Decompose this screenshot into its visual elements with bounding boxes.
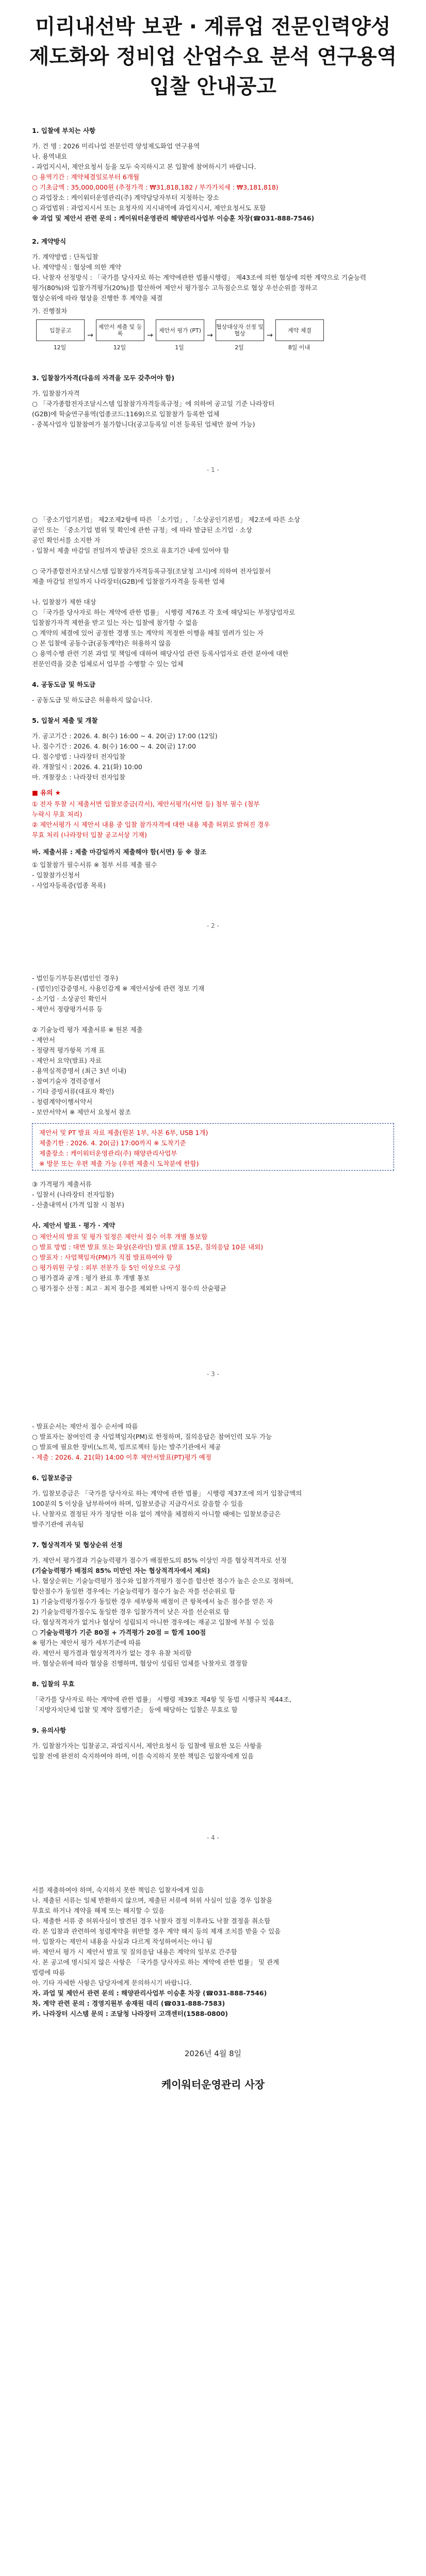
- notice-line: ※ 방문 또는 우편 제출 가능 (우편 제출시 도착분에 한함): [39, 1160, 199, 1167]
- section-7-heading: 7. 협상적격자 및 협상순위 선정: [32, 1541, 123, 1549]
- notice-line: 제안서 및 PT 발표 자료 제출(원본 1부, 사본 6부, USB 1개): [39, 1129, 208, 1137]
- s3b-item: 공인 확인서를 소지한 자: [32, 536, 101, 544]
- arrow-right-icon: →: [87, 331, 93, 340]
- s3-item: (G2B)에 학술연구용역(업종코드:1169)으로 입찰참가 등록한 업체: [32, 410, 220, 418]
- flow-box: 제안서 제출 및 등록: [96, 319, 144, 341]
- arrow-right-icon: →: [147, 331, 153, 340]
- s5c-item: - 용역실적증명서 (최근 3년 이내): [32, 1067, 127, 1075]
- notice-line: 제출기한 : 2026. 4. 20(금) 17:00까지 ※ 도착기준: [39, 1139, 186, 1147]
- submit-item: - 사업자등록증(업종 목록): [32, 882, 106, 889]
- s10-item: 서를 제출하여야 하며, 숙지하지 못한 책임은 입찰자에게 있음: [32, 1886, 204, 1894]
- eval-item: ○ 발표자 : 사업책임자(PM)가 직접 발표하여야 함: [32, 1253, 173, 1261]
- issuer-name: 케이워터운영관리 사장: [161, 2078, 265, 2091]
- s10-item: 마. 입찰자는 제안서 내용을 사실과 다르게 작성하여서는 아니 됨: [32, 1938, 212, 1945]
- page-number: - 1 -: [207, 466, 219, 473]
- s5d-item: - 제출 : 2026. 4. 21(화) 14:00 이후 제안서발표(PT)평가 예정: [32, 1453, 211, 1461]
- section-5-heading: 5. 입찰서 제출 및 개찰: [32, 717, 98, 724]
- s7-item: 합산점수가 동일한 경우에는 기술능력평가 점수가 높은 자를 선순위로 함: [32, 1587, 236, 1595]
- s5c-item: - 청렴계약이행서약서: [32, 1098, 93, 1106]
- s9-item: 가. 입찰참가자는 입찰공고, 과업지시서, 제안요청서 등 입찰에 필요한 모든 사항을: [32, 1742, 263, 1750]
- flow-caption: 12일: [53, 344, 67, 351]
- s5c-item: - 제안서 요약(발표) 자료: [32, 1057, 102, 1064]
- s10-item: 카. 나라장터 시스템 문의 : 조달청 나라장터 고객센터(1588-0800): [32, 2010, 228, 2018]
- section-6-heading: 6. 입찰보증금: [32, 1474, 73, 1482]
- s10-item: 자. 과업 및 제안서 관련 문의 : 해양관리사업부 이승훈 차장 (☎031-888-7546): [32, 1989, 267, 1997]
- s5d-item: ○ 발표에 필요한 장비(노트북, 빔프로젝터 등)는 발주기관에서 제공: [32, 1443, 221, 1451]
- notice-head: ③ 가격평가 제출서류: [32, 1180, 92, 1188]
- s5c-item: - 제안서: [32, 1036, 55, 1044]
- s10-item: 법령에 따름: [32, 1969, 65, 1976]
- s1-item: ※ 과업 및 제안서 관련 문의 : 케이워터운영관리 해양관리사업부 이승훈 차장(☎031-888-7546): [32, 214, 315, 222]
- s4-item: - 공동도급 및 하도급은 허용하지 않습니다.: [32, 696, 153, 704]
- s7-item: 1) 기술능력평가점수가 동일한 경우 세부항목 배점이 큰 항목에서 높은 점수를 얻은 자: [32, 1598, 273, 1605]
- eval-item: ○ 평가위원 구성 : 외부 전문가 등 5인 이상으로 구성: [32, 1264, 181, 1272]
- flow-step: [96, 319, 144, 351]
- s8-item: 「국가를 당사자로 하는 계약에 관한 법률」 시행령 제39조 제4항 및 동법 시행규칙 제44조,: [32, 1696, 291, 1703]
- s3b-item: 제출 마감일 전일까지 나라장터(G2B)에 입찰참가자격을 등록한 업체: [32, 578, 225, 585]
- section-1-heading: 1. 입찰에 부치는 사항: [32, 127, 96, 134]
- flow-box: 계약 체결: [275, 319, 324, 341]
- flow-caption: 12일: [113, 344, 126, 351]
- submit-head: 바. 제출서류 : 제출 마감일까지 제출해야 함(서면) 등 ※ 참조: [32, 848, 207, 856]
- s10-item: 차. 계약 관련 문의 : 경영지원부 송재원 대리 (☎031-888-7583): [32, 1999, 225, 2007]
- s5c-item: - 법인등기부등본(법인인 경우): [32, 974, 119, 982]
- caution-item: 무효 처리 (나라장터 입찰 공고서상 기재): [32, 831, 147, 839]
- s3b-item: 나. 입찰참가 제한 대상: [32, 598, 96, 606]
- eval-item: ○ 제안서의 발표 및 평가 일정은 제안서 접수 이후 개별 통보함: [32, 1233, 208, 1241]
- s5c-item: - 소기업 · 소상공인 확인서: [32, 995, 107, 1003]
- document-header: [0, 10, 426, 103]
- arrow-right-icon: →: [207, 331, 213, 340]
- s1-item: 가. 건 명 : 2026 미리나업 전문인력 양성제도화업 연구용역: [32, 142, 200, 150]
- eval-item: ○ 평가점수 산정 : 최고 · 최저 점수를 제외한 나머지 점수의 산술평균: [32, 1284, 226, 1292]
- s7-item: ○ 기술능력평가 기준 80점 + 가격평가 20점 = 합계 100점: [32, 1629, 206, 1636]
- s10-item: 아. 기타 자세한 사항은 담당자에게 문의하시기 바랍니다.: [32, 1979, 192, 1987]
- page-number: - 3 -: [207, 1370, 219, 1378]
- s5c-item: ② 기술능력 평가 제출서류 ※ 원본 제출: [32, 1026, 143, 1033]
- s5-item: 라. 개찰일시 : 2026. 4. 21(화) 10:00: [32, 763, 142, 771]
- title-line-2: 제도화와 정비업 산업수요 분석 연구용역: [29, 45, 397, 69]
- notice-item: - 산출내역서 (가격 입찰 시 첨부): [32, 1201, 125, 1209]
- s3b-item: ○ 「중소기업기본법」 제2조제2항에 따른 「소기업」, 「소상공인기본법」 제2조에 따른 소상: [32, 516, 300, 523]
- flow-label: 가. 진행절차: [32, 307, 68, 315]
- s10-item: 나. 제출된 서류는 일체 반환하지 않으며, 제출된 서류에 허위 사실이 있을 경우 입찰을: [32, 1896, 273, 1904]
- s7-item: 가. 제안서 평가결과 기술능력평가 점수가 배점한도의 85% 이상인 자를 협상적격자로 선정: [32, 1556, 287, 1564]
- s3b-item: 입찰참가자격 제한을 받고 있는 자는 입찰에 참가할 수 없음: [32, 619, 198, 626]
- s1-item: ○ 과업범위 : 과업지시서 또는 요청자의 지시내역에 과업지시서, 제안요청서도 포함: [32, 204, 266, 212]
- arrow-right-icon: →: [267, 331, 273, 340]
- flow-box: 협상대상자 선정 및 협상: [216, 319, 264, 341]
- s3b-item: 전문인력을 갖춘 업체로서 업무를 수행할 수 있는 업체: [32, 660, 184, 668]
- s2-item: 평가(80%)와 입찰가격평가(20%)를 합산하여 제안서 평가점수 고득점순으로 협상 우선순위를 정하고: [32, 284, 318, 292]
- process-flow: [36, 319, 324, 351]
- s1-item: ○ 과업장소 : 케이워터운영관리(주) 계약담당자부터 지정하는 장소: [32, 194, 219, 201]
- s5d-item: ○ 발표자는 참여인력 중 사업책임자(PM)로 한정하며, 질의응답은 참여인력 모두 가능: [32, 1433, 272, 1440]
- s10-item: 다. 제출한 서류 중 허위사실이 발견된 경우 낙찰자 결정 이후라도 낙찰 결정을 취소함: [32, 1917, 271, 1925]
- section-4-heading: 4. 공동도급 및 하도급: [32, 681, 96, 688]
- page-number: - 2 -: [207, 922, 219, 929]
- notice-line: 제출장소 : 케이워터운영관리(주) 해양관리사업부: [39, 1149, 177, 1157]
- s1-item: ○ 기초금액 : 35,000,000원 (추정가격 : ₩31,818,182 / 부가가치세 : ₩3,181,818): [32, 183, 278, 191]
- s6-item: 나. 낙찰자로 결정된 자가 정당한 이유 없이 계약을 체결하지 아니할 때에는 입찰보증금은: [32, 1510, 281, 1518]
- s6-item: 발주기관에 귀속됨: [32, 1520, 84, 1528]
- s5c-item: - 정량적 평가항목 기재 표: [32, 1046, 105, 1054]
- flow-step: [36, 319, 85, 351]
- section-8-heading: 8. 입찰의 무효: [32, 1680, 75, 1688]
- caution-item: ② 제안서평가 시 제안서 내용 중 입찰 참가자격에 대한 내용 제출 허위로 밝혀진 경우: [32, 821, 270, 828]
- s10-item: 바. 제안서 평가 시 제안서 발표 및 질의응답 내용은 계약의 일부로 간주함: [32, 1948, 237, 1956]
- s7-item: 라. 제안서 평가결과 협상적격자가 없는 경우 유찰 처리함: [32, 1649, 192, 1657]
- s8-item: 「지방자치단체 입찰 및 계약 집행기준」 등에 해당하는 입찰은 무효로 함: [32, 1706, 238, 1714]
- s7-item: (기술능력평가 배점의 85% 미만인 자는 협상적격자에서 제외): [32, 1567, 210, 1574]
- s3b-item: ○ 용역수행 관련 기본 과업 및 책임에 대하여 해당사업 관련 등록사업자로 관련 분야에 대한: [32, 650, 289, 657]
- s5c-item: - 제안서 정량평가서류 등: [32, 1005, 103, 1013]
- eval-head: 사. 제안서 발표 · 평가 · 계약: [32, 1222, 116, 1229]
- section-9-heading: 9. 유의사항: [32, 1726, 67, 1734]
- flow-caption: 2일: [235, 344, 244, 351]
- submit-item: ① 입찰참가 필수서류 ※ 첨부 서류 제출 필수: [32, 861, 157, 869]
- s3-item: ○ 「국가종합전자조달시스템 입찰참가자격등록규정」에 의하여 공고일 기준 나라장터: [32, 400, 275, 408]
- s3b-item: - 입찰서 제출 마감일 전일까지 발급된 것으로 유효기간 내에 있어야 함: [32, 547, 230, 554]
- s1-item: ○ 용역기간 : 계약체결일로부터 6개월: [32, 173, 140, 181]
- page-number: - 4 -: [207, 1834, 219, 1841]
- caution-title: ■ 유의 ★: [32, 789, 61, 796]
- s2-item: 가. 계약방법 : 단독입찰: [32, 253, 99, 261]
- caution-item: 누락시 무효 처리): [32, 810, 83, 818]
- s5-item: 다. 접수방법 : 나라장터 전자입찰: [32, 753, 126, 760]
- s5-item: 가. 공고기간 : 2026. 4. 8(수) 16:00 ~ 4. 20(금) 17:00 (12일): [32, 732, 218, 740]
- s5c-item: - 보안서약서 ※ 제안서 요청서 참조: [32, 1108, 131, 1116]
- s10-item: 사. 본 공고에 명시되지 않은 사항은 「국가를 당사자로 하는 계약에 관한 법률」 및 관계: [32, 1958, 280, 1966]
- title-line-1: 미리내선박 보관 · 계류업 전문인력양성: [35, 15, 391, 39]
- notice-date: 2026년 4월 8일: [184, 2049, 242, 2058]
- eval-item: ○ 발표 방법 : 대면 발표 또는 화상(온라인) 발표 (발표 15분, 질의응답 10분 내외): [32, 1243, 264, 1251]
- s5d-item: - 발표순서는 제안서 접수 순서에 따름: [32, 1422, 138, 1430]
- flow-step: [216, 319, 264, 351]
- s2-item: 나. 계약방식 : 협상에 의한 계약: [32, 263, 121, 271]
- s3b-item: ○ 「국가를 당사자로 하는 계약에 관한 법률」 시행령 제76조 각 호에 해당되는 부정당업자로: [32, 608, 296, 616]
- section-3-heading: 3. 입찰참가자격(다음의 자격을 모두 갖추어야 함): [32, 374, 175, 382]
- s10-item: 무효로 하거나 계약을 해제 또는 해지할 수 있음: [32, 1907, 165, 1914]
- s5c-item: - 기타 증빙서류(대표자 확인): [32, 1088, 114, 1095]
- s3b-item: ○ 국가종합전자조달시스템 입찰참가자격등록규정(조달청 고시)에 의하여 전자입찰서: [32, 567, 271, 575]
- notice-item: - 입찰서 (나라장터 전자입찰): [32, 1191, 114, 1198]
- s3b-item: 공인 또는 「중소기업 범위 및 확인에 관한 규정」에 따라 발급된 소기업 · 소상: [32, 526, 252, 534]
- s6-item: 가. 입찰보증금은 「국가를 당사자로 하는 계약에 관한 법률」 시행령 제37조에 의거 입찰금액의: [32, 1489, 302, 1497]
- s7-item: 나. 협상순위는 기술능력평가 점수와 입찰가격평가 점수를 합산한 점수가 높은 순으로 정하며,: [32, 1577, 293, 1585]
- s9-item: 입찰 전에 완전히 숙지하여야 하며, 이를 숙지하지 못한 책임은 입찰자에게 있음: [32, 1752, 254, 1760]
- flow-box: 제안서 평가 (PT): [156, 319, 204, 341]
- s5-item: 마. 개찰장소 : 나라장터 전자입찰: [32, 773, 126, 781]
- s7-item: 2) 기술능력평가점수도 동일한 경우 입찰가격이 낮은 자를 선순위로 함: [32, 1608, 230, 1616]
- s3b-item: ○ 본 입찰에 공동수급(공동계약)은 허용하지 않음: [32, 639, 171, 647]
- s2-item: 협상순위에 따라 협상을 진행한 후 계약을 체결: [32, 294, 163, 302]
- s6-item: 100분의 5 이상을 납부하여야 하며, 입찰보증금 지급각서로 갈음할 수 있음: [32, 1500, 243, 1507]
- flow-caption: 8일 이내: [288, 344, 310, 351]
- section-2-heading: 2. 계약방식: [32, 238, 67, 245]
- eval-item: ○ 평가결과 공개 : 평가 완료 후 개별 통보: [32, 1274, 150, 1282]
- s1-item: - 과업지시서, 제안요청서 등을 모두 숙지하시고 본 입찰에 참여하시기 바랍니다.: [32, 163, 256, 171]
- flow-caption: 1일: [175, 344, 184, 351]
- s3-item: 가. 입찰참가자격: [32, 389, 80, 397]
- s5c-item: - (법인)인감증명서, 사용인감계 ※ 제안서상에 관련 정보 기재: [32, 985, 205, 992]
- title-line-3: 입찰 안내공고: [150, 75, 276, 98]
- flow-step: [156, 319, 204, 351]
- s5-item: 나. 접수기간 : 2026. 4. 8(수) 16:00 ~ 4. 20(금) 17:00: [32, 742, 196, 750]
- s1-item: 나. 용역내요: [32, 152, 68, 160]
- s2-item: 다. 낙찰자 선정방식 : 「국가를 당사자로 하는 계약에관한 법률시행령」 제43조에 의한 협상에 의한 계약으로 기술능력: [32, 274, 367, 281]
- s7-item: ※ 평가는 제안서 평가 세부기준에 따름: [32, 1639, 141, 1647]
- submit-item: - 입찰참가신청서: [32, 871, 80, 879]
- flow-step: [275, 319, 324, 351]
- s7-item: 마. 협상순위에 따라 협상을 진행하며, 협상이 성립된 업체를 낙찰자로 결정함: [32, 1659, 248, 1667]
- s5c-item: - 참여기술자 경력증명서: [32, 1077, 101, 1085]
- s10-item: 라. 본 입찰과 관련하여 청렴계약을 위반할 경우 계약 해지 등의 제재 조치를 받을 수 있음: [32, 1927, 281, 1935]
- s3-item: - 중복사업자 입찰참여가 불가합니다(공고등록일 이전 등록된 업체만 참여 가능): [32, 420, 255, 428]
- caution-item: ① 전자 투찰 시 제출서면 입찰보증금(각서), 제안서평가(서면 등) 첨부 필수 (첨부: [32, 800, 260, 808]
- s7-item: 다. 협상적격자가 없거나 협상이 성립되지 아니한 경우에는 재공고 입찰에 부칠 수 있음: [32, 1618, 275, 1626]
- s3b-item: ○ 계약의 체결에 있어 공정한 경쟁 또는 계약의 적정한 이행을 해칠 염려가 있는 자: [32, 629, 264, 637]
- flow-box: 입찰공고: [36, 319, 85, 341]
